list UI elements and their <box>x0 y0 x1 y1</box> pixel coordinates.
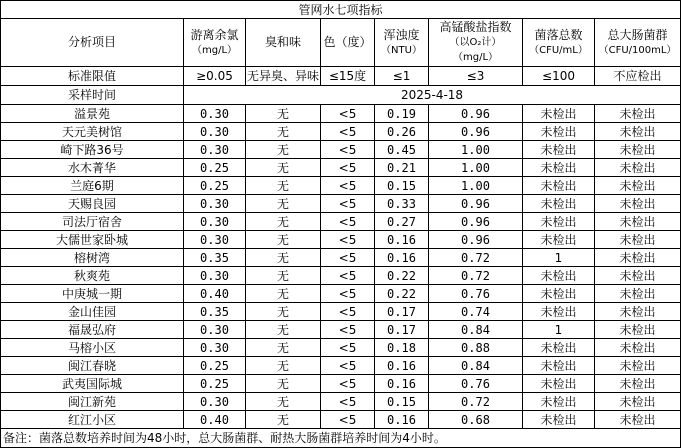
cell-color: <5 <box>321 267 375 285</box>
table-row <box>1 177 681 195</box>
cell-turbidity: 0.16 <box>375 231 429 249</box>
cell-bacteria: 未检出 <box>523 159 595 177</box>
cell-chlorine: 0.30 <box>184 267 246 285</box>
header-chlorine-unit: （mg/L） <box>191 44 238 56</box>
table-row <box>1 249 681 267</box>
cell-chlorine: 0.30 <box>184 141 246 159</box>
cell-permanganate: 0.84 <box>429 321 523 339</box>
cell-permanganate: 0.96 <box>429 231 523 249</box>
table-row <box>1 375 681 393</box>
header-permanganate <box>429 19 523 67</box>
cell-chlorine: 0.30 <box>184 231 246 249</box>
cell-turbidity: 0.16 <box>375 249 429 267</box>
cell-odor: 无 <box>246 357 321 375</box>
cell-odor: 无 <box>246 141 321 159</box>
cell-odor: 无 <box>246 249 321 267</box>
limits-label: 标准限值 <box>1 67 184 86</box>
cell-color: <5 <box>321 141 375 159</box>
cell-turbidity: 0.27 <box>375 213 429 231</box>
cell-odor: 无 <box>246 177 321 195</box>
header-turbidity-name: 浑浊度 <box>383 27 420 42</box>
cell-odor: 无 <box>246 123 321 141</box>
cell-turbidity: 0.21 <box>375 159 429 177</box>
cell-color: <5 <box>321 393 375 411</box>
cell-site: 榕树湾 <box>1 249 184 267</box>
cell-site: 溢景苑 <box>1 105 184 123</box>
cell-site: 马榕小区 <box>1 339 184 357</box>
cell-permanganate: 0.76 <box>429 285 523 303</box>
cell-chlorine: 0.30 <box>184 339 246 357</box>
header-coliform-name: 总大肠菌群 <box>607 27 668 42</box>
cell-coliform: 未检出 <box>595 321 681 339</box>
cell-odor: 无 <box>246 285 321 303</box>
header-chlorine-name: 游离余氯 <box>190 27 239 42</box>
cell-permanganate: 0.74 <box>429 303 523 321</box>
cell-coliform: 未检出 <box>595 249 681 267</box>
cell-chlorine: 0.25 <box>184 159 246 177</box>
cell-odor: 无 <box>246 105 321 123</box>
cell-odor: 无 <box>246 195 321 213</box>
cell-bacteria: 未检出 <box>523 213 595 231</box>
cell-chlorine: 0.30 <box>184 105 246 123</box>
table-row <box>1 357 681 375</box>
cell-color: <5 <box>321 249 375 267</box>
cell-bacteria: 未检出 <box>523 105 595 123</box>
cell-permanganate: 0.84 <box>429 357 523 375</box>
cell-site: 闽江春晓 <box>1 357 184 375</box>
limit-bacteria: ≤100 <box>523 67 595 86</box>
cell-turbidity: 0.16 <box>375 357 429 375</box>
cell-coliform: 未检出 <box>595 123 681 141</box>
cell-permanganate: 0.72 <box>429 267 523 285</box>
limit-color: ≤15度 <box>321 67 375 86</box>
cell-permanganate: 1.00 <box>429 141 523 159</box>
cell-site: 中庚城一期 <box>1 285 184 303</box>
sampling-label: 采样时间 <box>1 86 184 105</box>
header-coliform-unit: （CFU/100mL） <box>598 44 677 56</box>
limit-permanganate: ≤3 <box>429 67 523 86</box>
table-row <box>1 321 681 339</box>
cell-bacteria: 未检出 <box>523 375 595 393</box>
cell-coliform: 未检出 <box>595 195 681 213</box>
table-row <box>1 105 681 123</box>
cell-odor: 无 <box>246 267 321 285</box>
cell-bacteria: 1 <box>523 321 595 339</box>
cell-odor: 无 <box>246 231 321 249</box>
cell-bacteria: 未检出 <box>523 123 595 141</box>
cell-chlorine: 0.40 <box>184 285 246 303</box>
cell-turbidity: 0.16 <box>375 411 429 429</box>
cell-color: <5 <box>321 285 375 303</box>
table-row <box>1 393 681 411</box>
cell-odor: 无 <box>246 213 321 231</box>
cell-permanganate: 0.72 <box>429 393 523 411</box>
cell-permanganate: 0.96 <box>429 123 523 141</box>
header-permanganate-basis: （以O₂计） <box>449 37 502 48</box>
cell-bacteria: 未检出 <box>523 231 595 249</box>
cell-turbidity: 0.22 <box>375 267 429 285</box>
limit-odor: 无异臭、异味 <box>246 67 321 86</box>
cell-bacteria: 1 <box>523 249 595 267</box>
table-row <box>1 303 681 321</box>
cell-permanganate: 0.72 <box>429 249 523 267</box>
header-turbidity <box>375 19 429 67</box>
cell-bacteria: 未检出 <box>523 339 595 357</box>
cell-coliform: 未检出 <box>595 213 681 231</box>
header-odor: 臭和味 <box>246 19 321 67</box>
cell-chlorine: 0.35 <box>184 303 246 321</box>
cell-coliform: 未检出 <box>595 303 681 321</box>
data-rows <box>1 105 681 429</box>
cell-coliform: 未检出 <box>595 159 681 177</box>
cell-permanganate: 0.76 <box>429 375 523 393</box>
cell-turbidity: 0.22 <box>375 285 429 303</box>
table-row <box>1 267 681 285</box>
title-row <box>1 1 681 19</box>
cell-bacteria: 未检出 <box>523 411 595 429</box>
cell-coliform: 未检出 <box>595 411 681 429</box>
cell-color: <5 <box>321 357 375 375</box>
cell-color: <5 <box>321 159 375 177</box>
cell-color: <5 <box>321 303 375 321</box>
cell-site: 闽江新苑 <box>1 393 184 411</box>
cell-site: 福晟弘府 <box>1 321 184 339</box>
table-row <box>1 411 681 429</box>
cell-chlorine: 0.25 <box>184 177 246 195</box>
cell-chlorine: 0.40 <box>184 411 246 429</box>
cell-chlorine: 0.30 <box>184 213 246 231</box>
cell-site: 武夷国际城 <box>1 375 184 393</box>
cell-site: 兰庭6期 <box>1 177 184 195</box>
cell-bacteria: 未检出 <box>523 195 595 213</box>
cell-color: <5 <box>321 339 375 357</box>
cell-odor: 无 <box>246 393 321 411</box>
cell-site: 红江小区 <box>1 411 184 429</box>
cell-color: <5 <box>321 177 375 195</box>
header-color: 色（度） <box>321 19 375 67</box>
header-bacteria-name: 菌落总数 <box>534 27 583 42</box>
limit-chlorine: ≥0.05 <box>184 67 246 86</box>
cell-coliform: 未检出 <box>595 339 681 357</box>
cell-site: 水木菁华 <box>1 159 184 177</box>
table-row <box>1 159 681 177</box>
cell-turbidity: 0.17 <box>375 321 429 339</box>
header-bacteria <box>523 19 595 67</box>
cell-chlorine: 0.35 <box>184 249 246 267</box>
cell-coliform: 未检出 <box>595 375 681 393</box>
cell-coliform: 未检出 <box>595 105 681 123</box>
cell-chlorine: 0.30 <box>184 321 246 339</box>
cell-chlorine: 0.25 <box>184 375 246 393</box>
cell-turbidity: 0.15 <box>375 177 429 195</box>
cell-permanganate: 0.96 <box>429 213 523 231</box>
limit-turbidity: ≤1 <box>375 67 429 86</box>
cell-chlorine: 0.25 <box>184 357 246 375</box>
cell-coliform: 未检出 <box>595 141 681 159</box>
header-permanganate-name: 高锰酸盐指数 <box>439 20 512 34</box>
header-bacteria-unit: （CFU/mL） <box>529 44 588 56</box>
cell-coliform: 未检出 <box>595 393 681 411</box>
cell-site: 大儒世家卧城 <box>1 231 184 249</box>
cell-site: 金山佳园 <box>1 303 184 321</box>
sampling-row <box>1 86 681 105</box>
cell-coliform: 未检出 <box>595 177 681 195</box>
header-permanganate-unit: （mg/L） <box>452 52 499 63</box>
cell-coliform: 未检出 <box>595 231 681 249</box>
cell-site: 司法厅宿舍 <box>1 213 184 231</box>
cell-color: <5 <box>321 213 375 231</box>
table-row <box>1 231 681 249</box>
table-row <box>1 141 681 159</box>
limit-coliform: 不应检出 <box>595 67 681 86</box>
cell-permanganate: 0.96 <box>429 105 523 123</box>
cell-color: <5 <box>321 321 375 339</box>
header-chlorine <box>184 19 246 67</box>
cell-color: <5 <box>321 195 375 213</box>
cell-permanganate: 0.96 <box>429 195 523 213</box>
cell-coliform: 未检出 <box>595 285 681 303</box>
cell-turbidity: 0.15 <box>375 393 429 411</box>
table-row <box>1 195 681 213</box>
cell-color: <5 <box>321 411 375 429</box>
table-row <box>1 213 681 231</box>
cell-odor: 无 <box>246 321 321 339</box>
limits-row <box>1 67 681 86</box>
cell-bacteria: 未检出 <box>523 303 595 321</box>
cell-chlorine: 0.30 <box>184 123 246 141</box>
cell-turbidity: 0.16 <box>375 375 429 393</box>
table-row <box>1 123 681 141</box>
cell-permanganate: 1.00 <box>429 177 523 195</box>
cell-color: <5 <box>321 375 375 393</box>
cell-odor: 无 <box>246 159 321 177</box>
cell-odor: 无 <box>246 411 321 429</box>
header-row <box>1 19 681 67</box>
cell-site: 天元美树馆 <box>1 123 184 141</box>
sampling-date: 2025-4-18 <box>184 86 681 105</box>
header-item: 分析项目 <box>1 19 184 67</box>
cell-turbidity: 0.18 <box>375 339 429 357</box>
header-coliform <box>595 19 681 67</box>
cell-chlorine: 0.30 <box>184 195 246 213</box>
cell-permanganate: 0.68 <box>429 411 523 429</box>
cell-site: 天赐良园 <box>1 195 184 213</box>
header-turbidity-unit: （NTU） <box>381 44 422 56</box>
cell-odor: 无 <box>246 303 321 321</box>
cell-permanganate: 1.00 <box>429 159 523 177</box>
cell-site: 秋爽苑 <box>1 267 184 285</box>
cell-bacteria: 未检出 <box>523 141 595 159</box>
cell-color: <5 <box>321 123 375 141</box>
table-title: 管网水七项指标 <box>1 1 681 19</box>
cell-bacteria: 未检出 <box>523 177 595 195</box>
cell-bacteria: 未检出 <box>523 357 595 375</box>
cell-bacteria: 未检出 <box>523 267 595 285</box>
cell-coliform: 未检出 <box>595 357 681 375</box>
cell-turbidity: 0.19 <box>375 105 429 123</box>
table-row <box>1 339 681 357</box>
cell-color: <5 <box>321 231 375 249</box>
cell-permanganate: 0.88 <box>429 339 523 357</box>
cell-site: 崎下路36号 <box>1 141 184 159</box>
cell-chlorine: 0.30 <box>184 393 246 411</box>
cell-odor: 无 <box>246 375 321 393</box>
cell-turbidity: 0.17 <box>375 303 429 321</box>
cell-bacteria: 未检出 <box>523 285 595 303</box>
cell-turbidity: 0.26 <box>375 123 429 141</box>
footnote: 备注：菌落总数培养时间为48小时，总大肠菌群、耐热大肠菌群培养时间为4小时。 <box>1 429 681 448</box>
cell-color: <5 <box>321 105 375 123</box>
cell-turbidity: 0.45 <box>375 141 429 159</box>
table-row <box>1 285 681 303</box>
cell-odor: 无 <box>246 339 321 357</box>
cell-coliform: 未检出 <box>595 267 681 285</box>
cell-turbidity: 0.33 <box>375 195 429 213</box>
cell-bacteria: 未检出 <box>523 393 595 411</box>
